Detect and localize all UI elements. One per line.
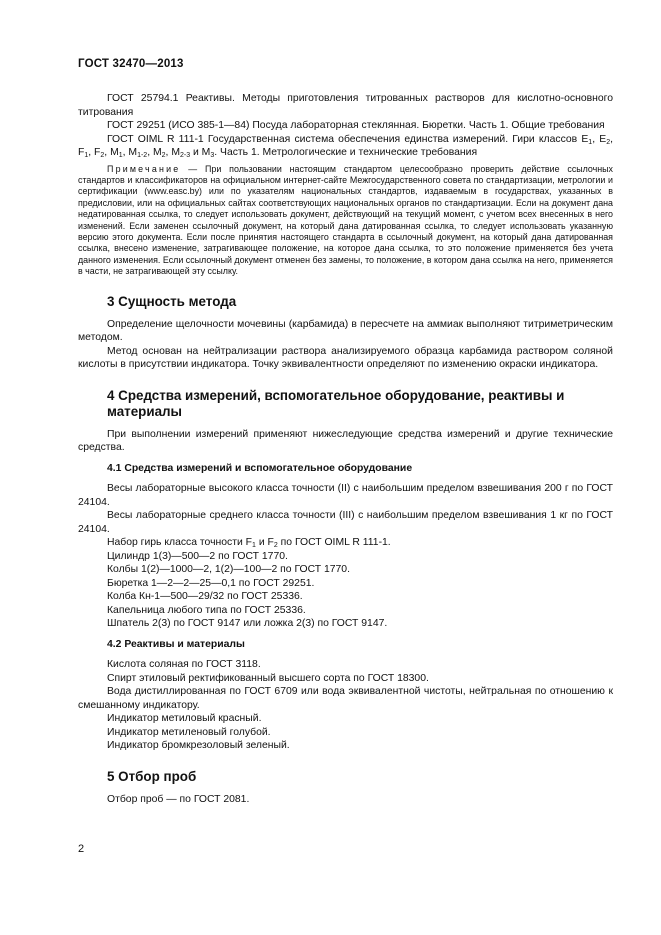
reference-item: ГОСТ 29251 (ИСО 385-1—84) Посуда лабораторная стеклянная. Бюретки. Часть 1. Общие требования	[107, 120, 605, 131]
document-header: ГОСТ 32470—2013	[78, 58, 184, 70]
equipment-item: Колбы 1(2)—1000—2, 1(2)—100—2 по ГОСТ 1770.	[107, 564, 350, 576]
section-3-title: 3 Сущность метода	[107, 293, 237, 309]
reagent-item: Индикатор метиленовый голубой.	[107, 726, 271, 738]
subsection-4-1-title: 4.1 Средства измерений и вспомогательное оборудование	[107, 462, 413, 474]
equipment-item: Весы лабораторные высокого класса точности (II) с наибольшим пределом взвешивания 200 г по ГОСТ 24104.	[78, 483, 613, 508]
reagent-item: Спирт этиловый ректификованный высшего сорта по ГОСТ 18300.	[107, 672, 429, 684]
equipment-item: Колба Кн-1—500—29/32 по ГОСТ 25336.	[107, 591, 303, 603]
paragraph: Определение щелочности мочевины (карбамида) в пересчете на аммиак выполняют титриметрическим методом.	[78, 318, 613, 344]
section-5-title: 5 Отбор проб	[107, 768, 197, 784]
paragraph: Отбор проб — по ГОСТ 2081.	[107, 793, 250, 805]
reference-item-oiml: ГОСТ OIML R 111-1 Государственная система обеспечения единства измерений. Гири классов $E_1$, $E_2$, $F_1$, $F_2$, $M_1$, $M_{1-2}$, $M_2$, $M_{2-3}$ и $M_3$. Часть 1. Метрологические и технические требования	[78, 133, 613, 159]
page-content	[78, 92, 613, 806]
note-label: Примечание	[107, 163, 181, 174]
equipment-item: Весы лабораторные среднего класса точности (III) с наибольшим пределом взвешивания 1 кг по ГОСТ 24104.	[78, 510, 613, 535]
reagent-item: Индикатор бромкрезоловый зеленый.	[107, 740, 290, 752]
reagent-item: Вода дистиллированная по ГОСТ 6709 или вода эквивалентной чистоты, нейтральная по отношению к смешанному индикатору.	[78, 686, 613, 711]
paragraph: При выполнении измерений применяют нижеследующие средства измерений и другие технические средства.	[78, 428, 613, 454]
subsection-4-2-title: 4.2 Реактивы и материалы	[107, 638, 245, 650]
equipment-item: Капельница любого типа по ГОСТ 25336.	[107, 604, 306, 616]
paragraph: Метод основан на нейтрализации раствора анализируемого образца карбамида раствором соляной кислоты в присутствии индикатора. Точку эквивалентности определяют по изменению окраски индикатора.	[78, 345, 613, 371]
page-number: 2	[78, 843, 85, 855]
equipment-item: Бюретка 1—2—2—25—0,1 по ГОСТ 29251.	[107, 577, 315, 589]
equipment-item: Шпатель 2(3) по ГОСТ 9147 или ложка 2(3) по ГОСТ 9147.	[107, 618, 388, 630]
note-text: — При пользовании настоящим стандартом целесообразно проверить действие ссылочных стандартов и классификаторов на официальном интернет-сайте Межгосударственного совета по стандартизации, метрологии и сертификации (www.easc.by) или по указателям национальных стандартов, издаваемым в государствах, указанных в предисловии, или на официальных сайтах соответствующих национальных органов по стандартизации. Если на документ дана недатированная ссылка, то следует использовать документ, действующий на текущий момент, с учетом всех внесенных в него изменений. Если заменен ссылочный документ, на который дана датированная ссылка, то следует использовать указанную версию этого документа. Если после принятия настоящего стандарта в ссылочный документ, на который дана датированная ссылка, внесено изменение, затрагивающее положение, на которое дана ссылка, то это положение применяется без учета данного изменения. Если ссылочный документ отменен без замены, то положение, в котором дана ссылка на него, применяется в части, не затрагивающей эту ссылку.	[78, 163, 613, 277]
reagent-item: Индикатор метиловый красный.	[107, 713, 262, 725]
equipment-item: Цилиндр 1(3)—500—2 по ГОСТ 1770.	[107, 550, 288, 562]
note-paragraph	[78, 164, 613, 278]
reagent-item: Кислота соляная по ГОСТ 3118.	[107, 659, 261, 671]
reference-item: ГОСТ 25794.1 Реактивы. Методы приготовления титрованных растворов для кислотно-основного титрования	[78, 93, 613, 118]
section-4-title: 4 Средства измерений, вспомогательное оборудование, реактивы и материалы	[107, 387, 565, 419]
equipment-item-weights: Набор гирь класса точности $F_1$ и $F_2$ по ГОСТ OIML R 111-1.	[107, 537, 391, 550]
